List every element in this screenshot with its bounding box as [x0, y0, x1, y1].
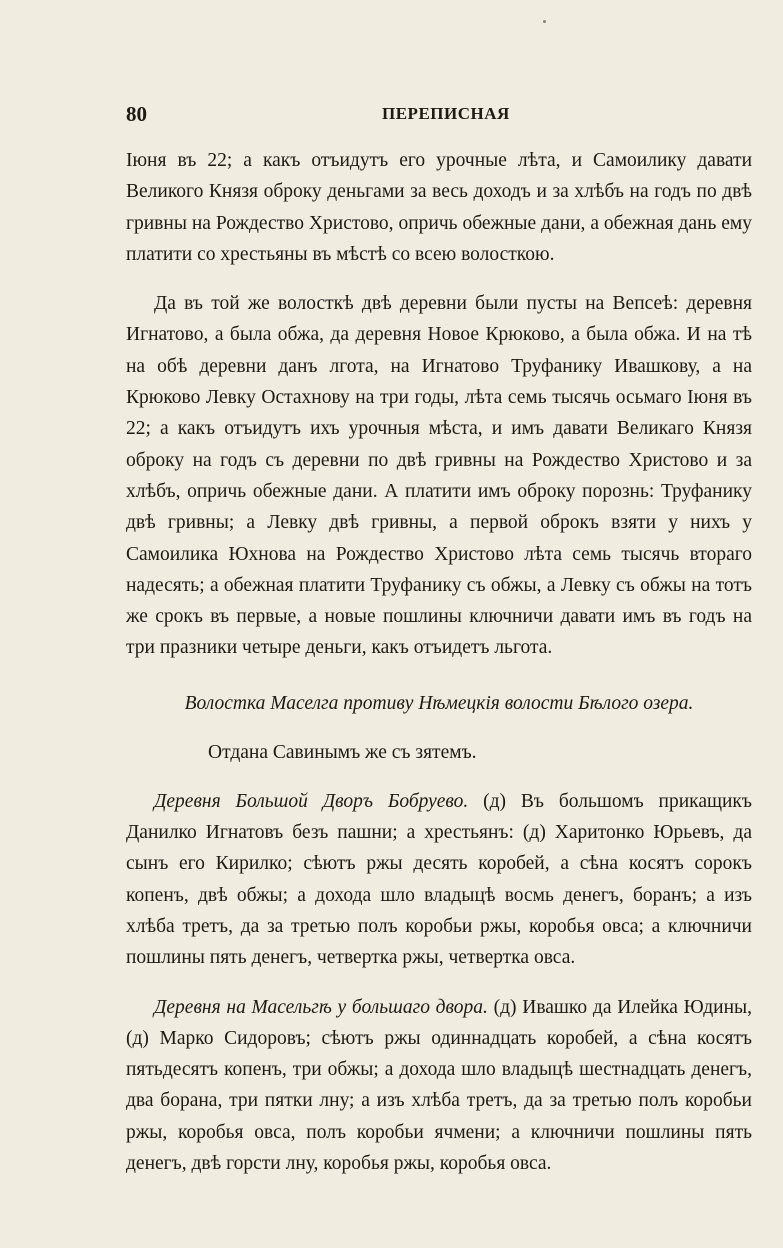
page-header: [126, 102, 743, 132]
paragraph-3-lead: Деревня Большой Дворъ Бобруево.: [154, 790, 469, 812]
paragraph-4: [126, 992, 752, 1180]
paragraph-2: Да въ той же волосткѣ двѣ деревни были пусты на Вепсеѣ: деревня Игнатово, а была обжа, да деревня Новое Крюково, а была обжа. И на тѣ на обѣ деревни данъ лгота, на Игнатово Труфанику Ивашкову, а на Крюково Левку Остахнову на три годы, лѣта семь тысячь осьмаго Іюня въ 22; а какъ отъидутъ ихъ урочныя мѣста, и имъ давати Великаго Князя оброку на годъ съ деревни по двѣ гривны на Рождество Христово и за хлѣбъ, опричь обежные дани. А платити имъ оброку порознь: Труфанику двѣ гривны; а Левку двѣ гривны, а первой оброкъ взяти у нихъ у Самоилика Юхнова на Рождество Христово лѣта семь тысячь втораго надесять; а обежная платити Труфанику съ обжы, а Левку съ обжы на тотъ же срокъ въ первые, а новые пошлины ключничи давати имъ въ годъ на три празники четыре деньги, какъ отъидетъ льгота.: [126, 293, 752, 659]
body-text: [126, 145, 752, 1179]
paragraph-1: Іюня въ 22; а какъ отъидутъ его урочные лѣта, и Самоилику давати Великого Князя оброку деньгами за весь доходъ и за хлѣбъ на годъ по двѣ гривны на Рождество Христово, опричь обежные дани, а обежная дань ему платити со хрестьяны въ мѣстѣ со всею волосткою.: [126, 150, 752, 265]
page-number: 80: [126, 102, 147, 126]
paper-speck: [543, 20, 546, 23]
paragraph-4-lead: Деревня на Масельгѣ у большаго двора.: [154, 996, 488, 1018]
running-head: ПЕРЕПИСНАЯ: [382, 104, 510, 123]
section-subtitle: Отдана Савинымъ же съ зятемъ.: [208, 741, 477, 763]
paragraph-4-text: (д) Ивашко да Илейка Юдины, (д) Марко Сидоровъ; сѣютъ ржы одиннадцать коробей, а сѣна косятъ пятьдесятъ копенъ, три обжы; а дохода шло владыцѣ шестнадцать денегъ, два борана, три пятки лну; а изъ хлѣба третъ, да за третью полъ коробьи ржы, коробья овса, полъ коробьи ячмени; а ключничи пошлины пять денегъ, двѣ горсти лну, коробья ржы, коробья овса.: [126, 996, 752, 1175]
paragraph-3-text: (д) Въ большомъ прикащикъ Данилко Игнатовъ безъ пашни; а хрестьянъ: (д) Харитонко Юрьевъ, да сынъ его Кирилко; сѣютъ ржы десять коробей, а сѣна косятъ сорокъ копенъ, двѣ обжы; а дохода шло владыцѣ восмь денегъ, боранъ; а изъ хлѣба третъ, да за третью полъ коробьи ржы, коробья овса; а ключничи пошлины пять денегъ, четвертка ржы, четвертка овса.: [126, 790, 752, 969]
section-title: Волостка Маселга противу Нѣмецкія волости Бѣлого озера.: [184, 692, 694, 714]
paragraph-3: [126, 786, 752, 974]
